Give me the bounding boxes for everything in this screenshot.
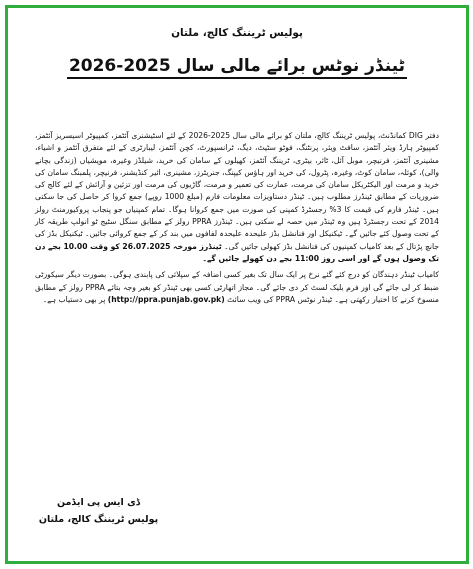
body-paragraph-1	[35, 130, 439, 265]
signature-block	[31, 494, 166, 528]
notice-title-wrap	[8, 55, 466, 77]
body-text-2-end: پر بھی دستیاب ہے۔	[42, 294, 106, 304]
body-text-1a: دفتر DIG کمانڈنٹ، پولیس ٹریننگ کالج، ملتان کو برائے مالی سال 2025-2026 کے لئے اسٹیشنری آئٹمز، کمپیوٹر اسیسریز آئٹمز، کمپیوٹر ہارڈ ویئر آئٹمز، سافٹ ویئر، پرنٹنگ، فوٹو سٹیٹ، دیگ، ٹرانسپورٹ، کچن آئٹمز، لیبارٹری کے لئے متفرق آئٹمز و اشیاء، مشینری آئٹمز، فرنیچر، موبل آئل، ٹائر، بیٹری، ٹریننگ آئٹمز، کھیلوں کے سامان کی خرید، شیلڈز وغیرہ، مویشیاں (زندگی بچانے والی)، کوئلہ، سامان کوٹ، وغیرہ، پٹرول، کی خرید اور ہاؤس کیپنگ، جنریٹرز، مشینری، ائیر کنڈیشنر، فرنیچر، پلمبنگ سامان کی خرید و مرمت اور الیکٹریکل سامان کی مرمت، عمارت کی تعمیر و مرمت، گاڑیوں کی مرمت اور تزئین و آرائش کے لئے کالج کی ضروریات کے مطابق ٹینڈرز مطلوب ہیں۔	[35, 131, 439, 202]
notice-frame	[5, 5, 469, 564]
body-text-1b: ٹینڈر دستاویزات معلومات فارم (مبلغ 1000 روپے) جمع کروا کر حاصل کی جا سکتی ہیں۔ ٹینڈر فارم کی قیمت کا 3% رجسٹرڈ کمپنی کی صورت میں جمع کروانا ہوگا۔ تمام کمپنیاں جو پنجاب پروکیورمنٹ رولز 2014 کے تحت رجسٹرڈ ہیں وہ ٹینڈر میں حصہ لے سکتی ہیں۔ ٹینڈرز PPRA رولز کے مطابق سنگل سٹیج ٹو انولپ طریقہ کار کے تحت وصول کئے جائیں گے۔ ٹیکنیکل اور فنانشل بڈز علیحدہ علیحدہ لفافوں میں بند کر کے جمع کروائی جائیں۔ ٹیکنیکل بڈز کی جانچ پڑتال کے بعد کامیاب کمپنیوں کی فنانشل بڈز کھولی جائیں گی۔	[35, 192, 439, 251]
deadline-text: ٹینڈرز مورخہ 26.07.2025 کو وقت 10.00 بجے دن تک وصول ہوں گے اور اسی روز 11:00 بجے دن کھولے جائیں گے۔	[35, 241, 439, 263]
website-link[interactable]: (http://ppra.punjab.gov.pk)	[107, 294, 225, 304]
notice-content	[8, 8, 466, 561]
notice-body	[35, 130, 439, 306]
signature-office: پولیس ٹریننگ کالج، ملتان	[38, 514, 159, 525]
notice-title: ٹینڈر نوٹس برائے مالی سال 2025-2026	[67, 56, 407, 79]
institution-name: پولیس ٹریننگ کالج، ملتان	[171, 27, 303, 39]
body-paragraph-2	[35, 269, 439, 306]
body-text-2: کامیاب ٹینڈر دہندگان کو درج کئے گئے نرخ پر ایک سال تک بغیر کسی اضافہ کے سپلائی کی پابندی ہوگی۔ بصورت دیگر سیکورٹی ضبط کر لی جائے گی اور فرم بلیک لسٹ کر دی جائے گی۔ مجاز اتھارٹی کسی بھی ٹینڈر کو بغیر وجہ بتائے PPRA رولز کے مطابق منسوخ کرنے کا اختیار رکھتی ہے۔ ٹینڈر نوٹس PPRA کی ویب سائٹ	[35, 270, 440, 304]
signature-title: ڈی ایس پی ایڈمن	[56, 497, 141, 508]
